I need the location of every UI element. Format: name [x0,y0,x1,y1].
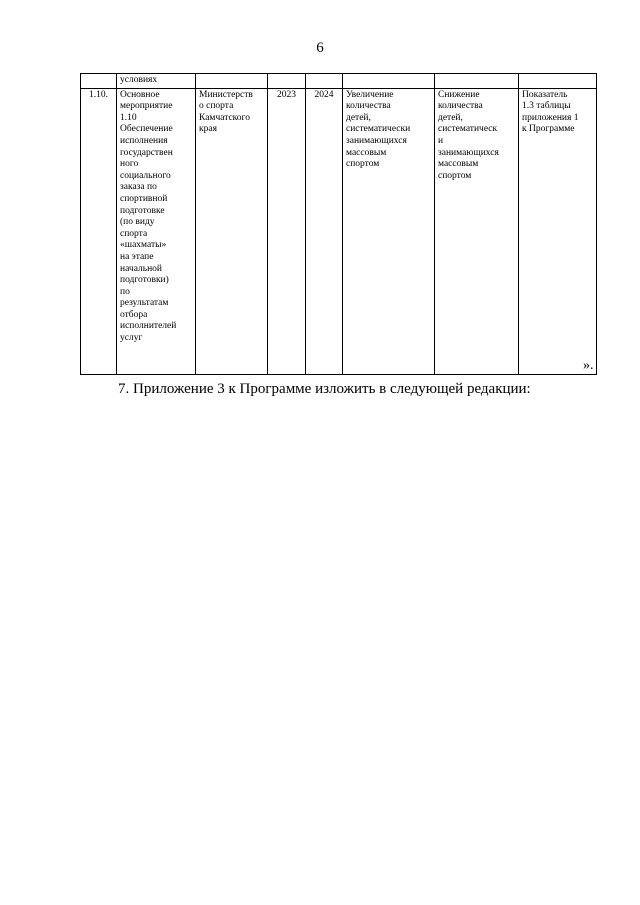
cell-empty [435,74,519,89]
start-year: 2023 [268,88,306,374]
table-row [81,88,597,374]
cell-continued-text: условиях [117,74,196,89]
measure-name: Основное мероприятие 1.10 Обеспечение исполнения государствен ного социального заказа по спортивной подготовке (по виду спорта «шахматы» на этапе начальной подготовки) по результатам отбора исполнителей услуг [117,88,196,374]
executor: Министерств о спорта Камчатского края [196,88,268,374]
indicator-link: Показатель 1.3 таблицы приложения 1 к Программе [519,88,597,374]
cell-empty [81,74,117,89]
cell-empty [519,74,597,89]
amendment-paragraph: 7. Приложение 3 к Программе изложить в следующей редакции: [118,381,531,397]
cell-empty [196,74,268,89]
row-number: 1.10. [81,88,117,374]
end-year: 2024 [306,88,343,374]
closing-quote-mark: ». [583,358,594,373]
measures-table [80,73,597,375]
consequences: Снижение количества детей, систематическ и занимающихся массовым спортом [435,88,519,374]
page-number: 6 [316,40,324,56]
cell-empty [268,74,306,89]
cell-empty [306,74,343,89]
expected-result: Увеличение количества детей, систематически занимающихся массовым спортом [343,88,435,374]
cell-empty [343,74,435,89]
table-row-continued [81,74,597,89]
